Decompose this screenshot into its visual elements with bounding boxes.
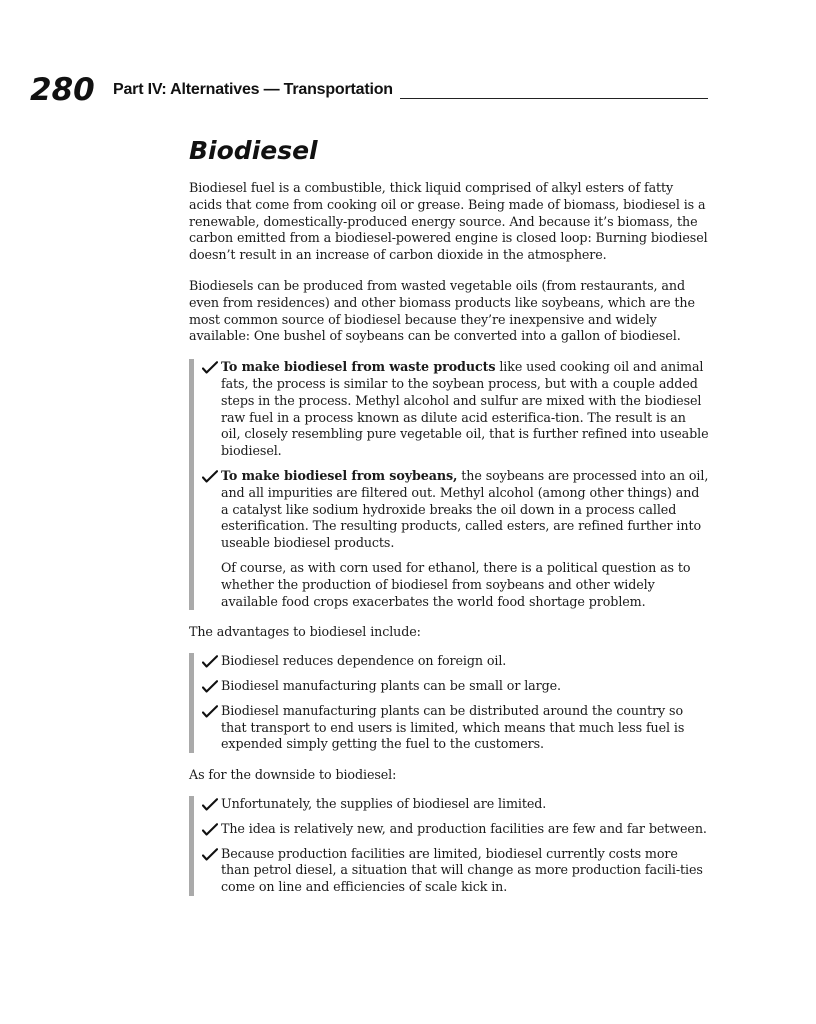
check-mark-icon [202,655,218,668]
check-mark-icon [202,705,218,718]
check-mark-icon [202,361,218,374]
advantages-intro: The advantages to biodiesel include: [189,624,421,640]
bullet-text: Biodiesel manufacturing plants can be distributed around the country so that transport to end users is limited, which means that much less fuel is expended simply getting the fuel to the customers. [221,702,685,752]
bullet-text: Biodiesel reduces dependence on foreign oil. [221,653,507,669]
bullet-text: Because production facilities are limited, biodiesel currently costs more than petrol diesel, a situation that will change as more production facili-ties come on line and efficiencies of scale kick in. [221,845,703,895]
check-mark-icon [202,823,218,836]
list-note: Of course, as with corn used for ethanol, there is a political question as to whether the production of biodiesel from soybeans and other widely available food crops exacerbates the world food shortage problem. [221,559,691,609]
bullet-text: like used cooking oil and animal fats, the process is similar to the soybean process, but with a couple added steps in the process. Methyl alcohol and sulfur are mixed with the biodiesel raw fuel in a process known as dilute acid esterifica-tion. The result is an oil, closely resembling pure vegetable oil, that is further refined into useable biodiesel. [221,359,709,459]
running-header [30,72,710,108]
intro-paragraph-1: Biodiesel fuel is a combustible, thick liquid comprised of alkyl esters of fatty acids that come from cooking oil or grease. Being made of biomass, biodiesel is a renewable, domestically-produced energy source. And because it’s biomass, the carbon emitted from a biodiesel-powered engine is closed loop: Burning biodiesel doesn’t result in an increase of carbon dioxide in the atmosphere. [189,180,708,263]
list-item [189,846,709,896]
check-mark-icon [202,848,218,861]
main-content [189,180,709,910]
check-mark-icon [202,470,218,483]
check-mark-icon [202,680,218,693]
downsides-intro: As for the downside to biodiesel: [189,767,397,783]
bullet-text: Biodiesel manufacturing plants can be small or large. [221,677,561,693]
bullet-text: Unfortunately, the supplies of biodiesel are limited. [221,795,547,811]
intro-paragraph-2: Biodiesels can be produced from wasted vegetable oils (from restaurants, and even from residences) and other biomass products like soybeans, which are the most common source of biodiesel because they’re inexpensive and widely available: One bushel of soybeans can be converted into a gallon of biodiesel. [189,277,695,344]
section-title: Biodiesel [189,136,318,165]
list-item [189,703,709,753]
list-item [189,678,709,695]
page-number: 280 [30,72,95,108]
bullet-lead: To make biodiesel from waste products [221,359,496,375]
bullet-text: The idea is relatively new, and production facilities are few and far between. [221,820,707,836]
list-item [189,821,709,838]
list-item [189,653,709,670]
check-mark-icon [202,798,218,811]
bullet-text: the soybeans are processed into an oil, and all impurities are filtered out. Methyl alcohol (among other things) and a catalyst like sodium hydroxide breaks the oil down in a process called esterification. The resulting products, called esters, are refined further into useable biodiesel products. [221,467,709,551]
production-methods-list [189,359,709,610]
list-item [189,796,709,813]
downsides-list [189,796,709,896]
list-item [189,468,709,552]
bullet-lead: To make biodiesel from soybeans, [221,467,458,483]
running-title: Part IV: Alternatives — Transportation [113,81,393,98]
list-item [189,359,709,460]
header-rule [400,98,708,99]
advantages-list [189,653,709,753]
